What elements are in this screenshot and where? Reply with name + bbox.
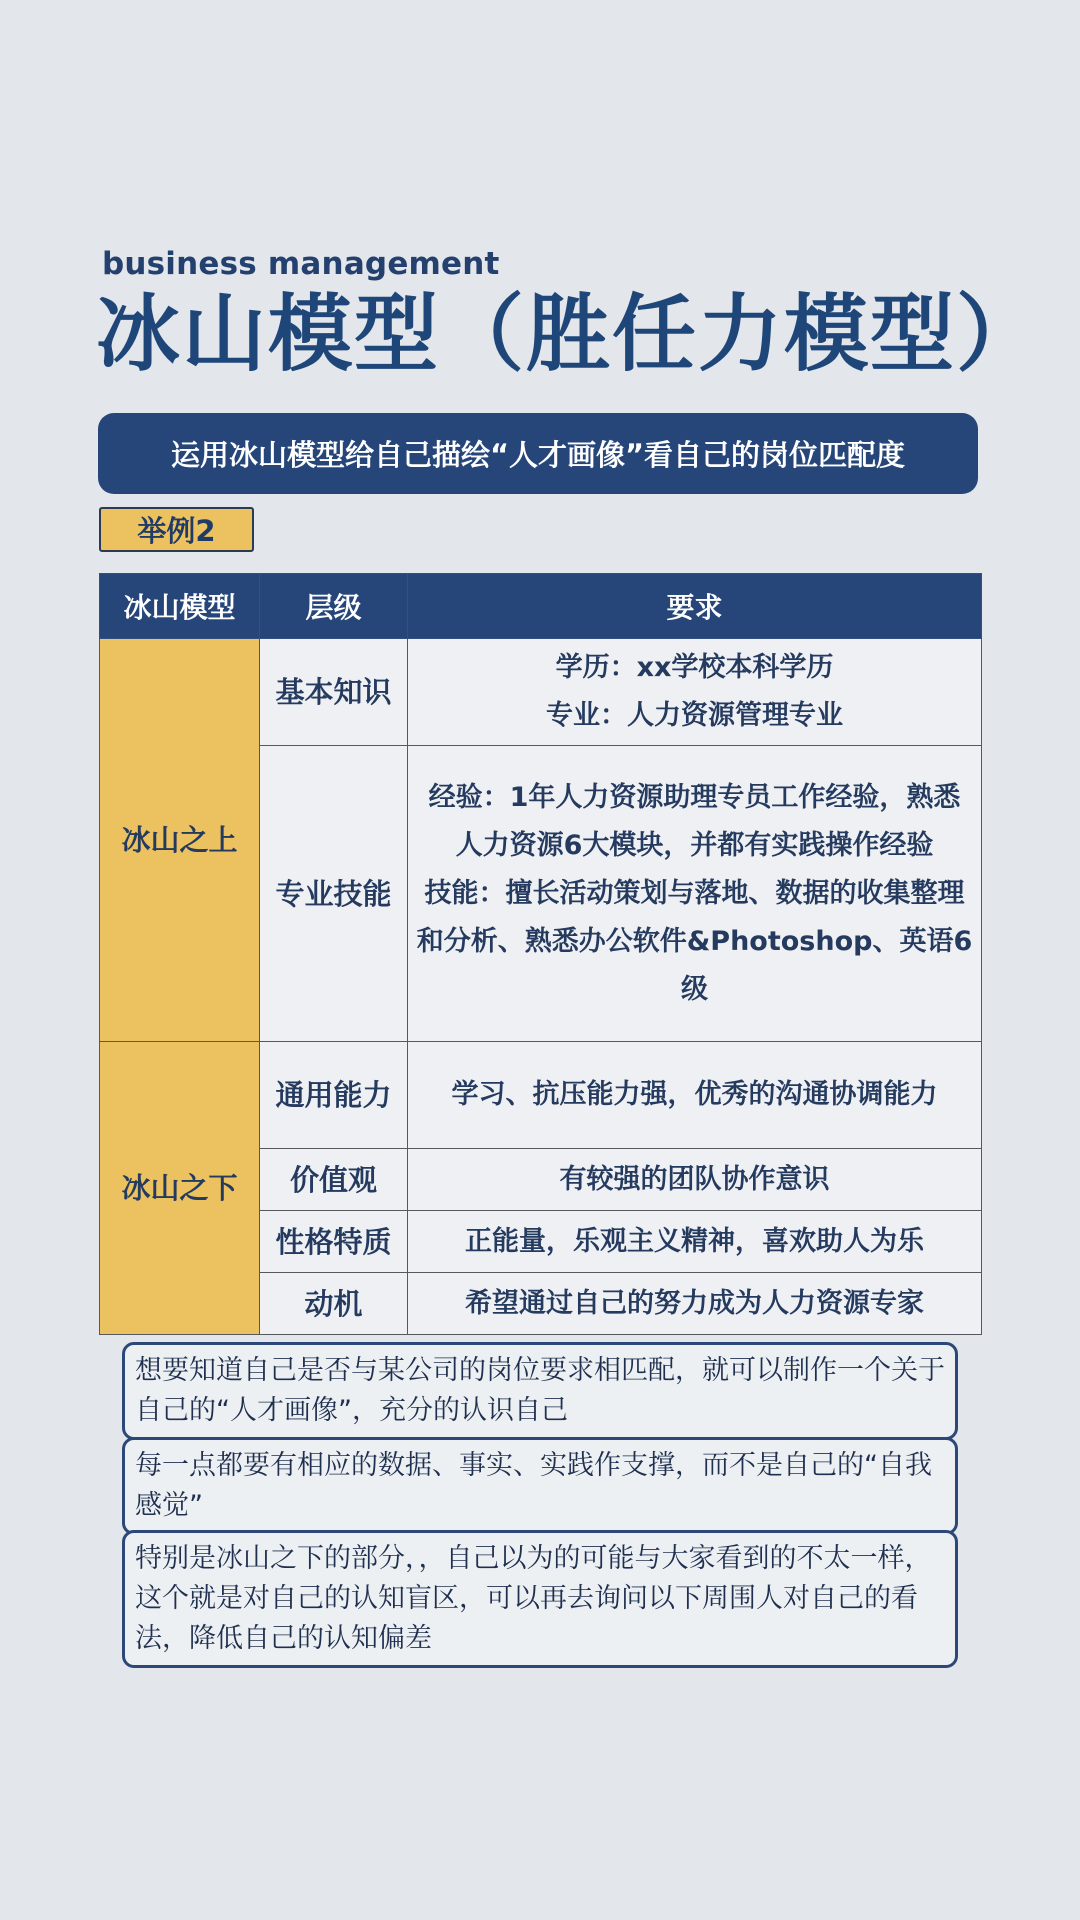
requirement-line: 技能：擅长活动策划与落地、数据的收集整理和分析、熟悉办公软件&Photoshop、英语6级 <box>416 877 973 1005</box>
note-box: 想要知道自己是否与某公司的岗位要求相匹配，就可以制作一个关于自己的“人才画像”，充分的认识自己 <box>122 1342 958 1440</box>
requirement-cell <box>408 1042 982 1149</box>
group-cell-below: 冰山之下 <box>100 1042 260 1335</box>
group-cell-above: 冰山之上 <box>100 639 260 1042</box>
requirement-line: 学习、抗压能力强，优秀的沟通协调能力 <box>451 1079 938 1110</box>
level-cell: 性格特质 <box>260 1211 408 1273</box>
level-cell: 专业技能 <box>260 746 408 1042</box>
requirement-cell <box>408 746 982 1042</box>
requirement-line: 专业：人力资源管理专业 <box>546 700 843 731</box>
requirement-line: 学历：xx学校本科学历 <box>555 652 834 683</box>
iceberg-model-table <box>99 573 982 1335</box>
column-header-level: 层级 <box>260 574 408 639</box>
table-header-row <box>100 574 982 639</box>
requirement-cell <box>408 1211 982 1273</box>
banner-headline: 运用冰山模型给自己描绘“人才画像”看自己的岗位匹配度 <box>98 413 978 494</box>
note-box: 每一点都要有相应的数据、事实、实践作支撑，而不是自己的“自我感觉” <box>122 1437 958 1535</box>
level-cell: 动机 <box>260 1273 408 1335</box>
requirement-line: 有较强的团队协作意识 <box>559 1163 830 1195</box>
requirement-line: 正能量，乐观主义精神，喜欢助人为乐 <box>465 1225 924 1257</box>
requirement-cell <box>408 1273 982 1335</box>
example-tag: 举例2 <box>99 507 254 552</box>
level-cell: 价值观 <box>260 1149 408 1211</box>
page-title: 冰山模型（胜任力模型） <box>96 285 1043 383</box>
level-cell: 基本知识 <box>260 639 408 746</box>
requirement-line: 希望通过自己的努力成为人力资源专家 <box>465 1287 924 1319</box>
column-header-model: 冰山模型 <box>100 574 260 639</box>
requirement-cell <box>408 639 982 746</box>
requirement-line: 经验：1年人力资源助理专员工作经验，熟悉人力资源6大模块，并都有实践操作经验 <box>428 781 961 861</box>
subtitle-english: business management <box>102 246 500 282</box>
column-header-requirement: 要求 <box>408 574 982 639</box>
table-row <box>100 1042 982 1149</box>
table-row <box>100 639 982 746</box>
note-box: 特别是冰山之下的部分，，自己以为的可能与大家看到的不太一样，这个就是对自己的认知盲区，可以再去询问以下周围人对自己的看法，降低自己的认知偏差 <box>122 1530 958 1668</box>
level-cell: 通用能力 <box>260 1042 408 1149</box>
requirement-cell <box>408 1149 982 1211</box>
